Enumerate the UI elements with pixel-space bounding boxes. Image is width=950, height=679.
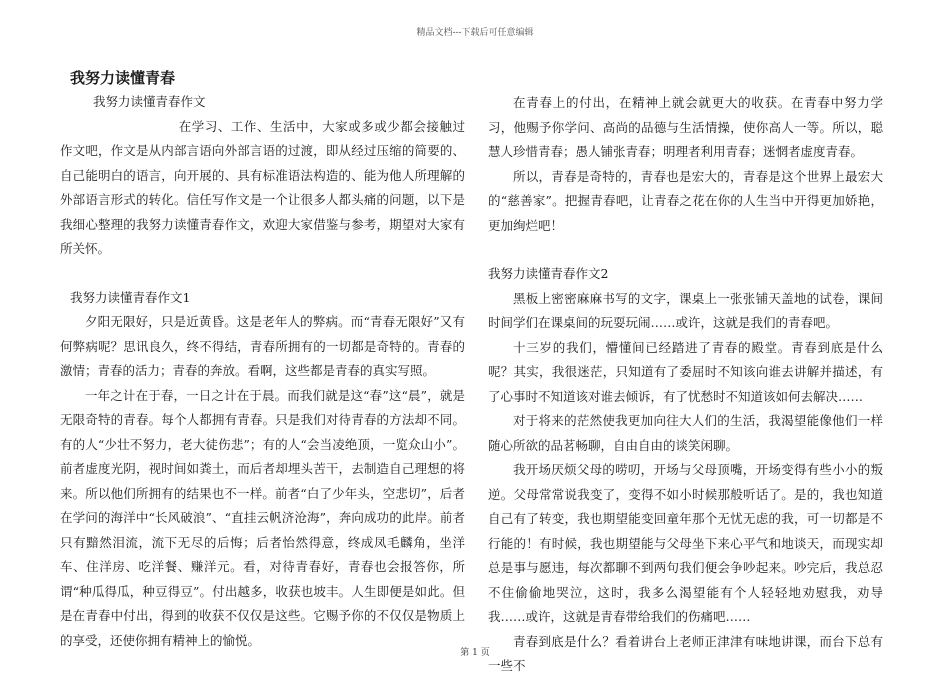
- paragraph: 十三岁的我们，懵懂间已经踏进了青春的殿堂。青春到底是什么呢？其实，我很迷茫，只知道有了委屈时不知该向谁去讲解并描述，有了心事时不知道该对谁去倾诉，有了忧愁时不知道该如何去解决……: [488, 339, 883, 404]
- paragraph: 我开场厌烦父母的唠叨，开场与父母顶嘴，开场变得有些小小的叛逆。父母常常说我变了，变得不如小时候那般听话了。是的，我也知道自己有了转变，我也期望能变回童年那个无忧无虑的我，可一切都是不行能的！有时候，我也期望能与父母坐下来心平气和地谈天，而现实却总是事与愿违，每次都聊不到两句我们便会争吵起来。吵完后，我总忍不住偷偷地哭泣，这时，我多么渴望能有个人轻轻地劝慰我，劝导我……或许，这就是青春带给我们的伤痛吧……: [488, 462, 883, 624]
- page-footer: 第 1 页: [460, 648, 490, 658]
- paragraph: 黑板上密密麻麻书写的文字，课桌上一张张铺天盖地的试卷，课间时间学们在课桌间的玩耍玩闹……或许，这就是我们的青春吧。: [488, 290, 883, 330]
- page-header: 精品文档---下载后可任意编辑: [416, 28, 534, 38]
- paragraph: 所以，青春是奇特的，青春也是宏大的，青春是这个世界上最宏大的“慈善家”。把握青春吧，让青春之花在你的人生当中开得更加娇艳，更加绚烂吧！: [488, 168, 883, 233]
- paragraph: 青春到底是什么？看着讲台上老师正津津有味地讲课，而台下总有一些不: [488, 633, 883, 673]
- paragraph: 对于将来的茫然使我更加向往大人们的生活，我渴望能像他们一样随心所欲的品茗畅聊，自由自由的谈笑闲聊。: [488, 413, 883, 453]
- left-column: [60, 66, 465, 653]
- section-heading-1: 我努力读懂青春作文1: [70, 289, 191, 305]
- paragraph: 夕阳无限好，只是近黄昏。这是老年人的弊病。而“青春无限好”又有何弊病呢？思讯良久，终不得结，青春所拥有的一切都是奇特的。青春的激情；青春的活力；青春的奔放。看啊，这些都是青春的真实写照。: [60, 314, 465, 378]
- document-title: 我努力读懂青春: [70, 69, 176, 87]
- paragraph: 一年之计在于春，一日之计在于晨。而我们就是这“春”这“晨”，就是无限奇特的青春。每个人都拥有青春。只是我们对待青春的方法却不同。有的人“少壮不努力，老大徒伤悲”；有的人“会当凌绝顶，一览众山小”。前者虚度光阴，视时间如粪土，而后者却埋头苦干，去制造自己理想的将来。所以他们所拥有的结果也不一样。前者“白了少年头，空悲切”，后者在学问的海洋中“长风破浪”、“直挂云帆济沧海”，奔向成功的此岸。前者只有黯然泪流，流下无尽的后悔；后者怡然得意，终成凤毛麟角，坐洋车、住洋房、吃洋餐、赚洋元。看，对待青春好，青春也会报答你，所谓“种瓜得瓜，种豆得豆”。付出越多，收获也坡丰。人生即便是如此。但是在青春中付出，得到的收获不仅仅是这些。它赐予你的不仅仅是物质上的享受，还使你拥有精神上的愉悦。: [60, 387, 465, 648]
- paragraph: 在青春上的付出，在精神上就会就更大的收获。在青春中努力学习，他赐予你学问、高尚的品德与生活情操，使你高人一等。所以，聪慧人珍惜青春；愚人铺张青春；明理者利用青春；迷惘者虚度青春。: [488, 95, 883, 159]
- essay-subtitle: 我努力读懂青春作文: [93, 94, 206, 109]
- right-column: [488, 91, 883, 679]
- section-heading-2: 我努力读懂青春作文2: [488, 266, 609, 281]
- intro-paragraph: 在学习、工作、生活中，大家或多或少都会接触过作文吧，作文是从内部言语向外部言语的过渡，即从经过压缩的简要的、自己能明白的语言，向开展的、具有标准语法构造的、能为他人所理解的外部语言形式的转化。信任写作文是一个让很多人都头痛的问题，以下是我细心整理的我努力读懂青春作文，欢迎大家借鉴与参考，期望对大家有所关怀。: [60, 118, 465, 256]
